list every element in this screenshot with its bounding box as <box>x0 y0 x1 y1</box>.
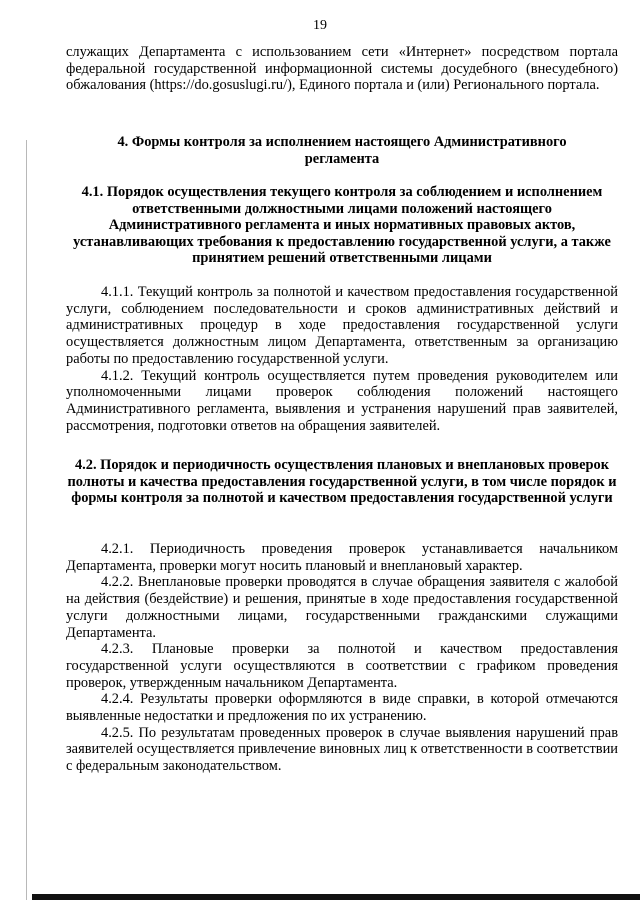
subsection-4-2-body <box>66 541 618 775</box>
section-4-heading: 4. Формы контроля за исполнением настоящего Административного регламента <box>117 134 567 167</box>
paragraph-4-1-2: 4.1.2. Текущий контроль осуществляется путем проведения руководителем или уполномоченными лицами проверок соблюдения положений настоящего Административного регламента, выявления и устранения нарушений прав заявителей, рассмотрения, подготовки ответов на обращения заявителей. <box>66 367 618 434</box>
scan-bottom-edge-bar <box>32 894 640 900</box>
intro-paragraph: служащих Департамента с использованием сети «Интернет» посредством портала федеральной государственной информационной системы досудебного (внесудебного) обжалования (https://do.gosuslugi.ru/), Единого портала и (или) Регионального портала. <box>66 44 618 94</box>
paragraph-4-2-5: 4.2.5. По результатам проведенных проверок в случае выявления нарушений прав заявителей осуществляется привлечение виновных лиц к ответственности в соответствии с федеральным законодательством. <box>66 724 618 775</box>
page-number: 19 <box>313 18 327 33</box>
intro-text-block <box>66 44 618 94</box>
subsection-4-2-heading: 4.2. Порядок и периодичность осуществления плановых и внеплановых проверок полноты и качества предоставления государственной услуги, в том числе порядок и формы контроля за полнотой и качеством предоставления государственной услуги <box>67 457 617 506</box>
subsection-4-1-body <box>66 284 618 434</box>
paragraph-4-2-3: 4.2.3. Плановые проверки за полнотой и качеством предоставления государственной услуги осуществляются в соответствии с графиком проведения проверок, утвержденным начальником Департамента. <box>66 641 618 691</box>
paragraph-4-1-1: 4.1.1. Текущий контроль за полнотой и качеством предоставления государственной услуги, соблюдением последовательности и сроков административных действий и административных процедур в ходе предоставления государственной услуги осуществляется должностным лицом Департамента, ответственным за организацию работы по предоставлению государственной услуги. <box>66 284 618 367</box>
subsection-4-1-heading: 4.1. Порядок осуществления текущего контроля за соблюдением и исполнением ответственными должностными лицами положений настоящего Административного регламента и иных нормативных правовых актов, устанавливающих требования к предоставлению государственной услуги, а также принятием решений ответственными лицами <box>73 184 611 266</box>
scan-left-edge-line <box>26 140 27 900</box>
paragraph-4-2-1: 4.2.1. Периодичность проведения проверок устанавливается начальником Департамента, проверки могут носить плановый и внеплановый характер. <box>66 541 618 574</box>
paragraph-4-2-4: 4.2.4. Результаты проверки оформляются в виде справки, в которой отмечаются выявленные недостатки и предложения по их устранению. <box>66 691 618 725</box>
paragraph-4-2-2: 4.2.2. Внеплановые проверки проводятся в случае обращения заявителя с жалобой на действия (бездействие) и решения, принятые в ходе предоставления государственной услуги должностными лицами, государственными гражданскими служащими Департамента. <box>66 574 618 641</box>
